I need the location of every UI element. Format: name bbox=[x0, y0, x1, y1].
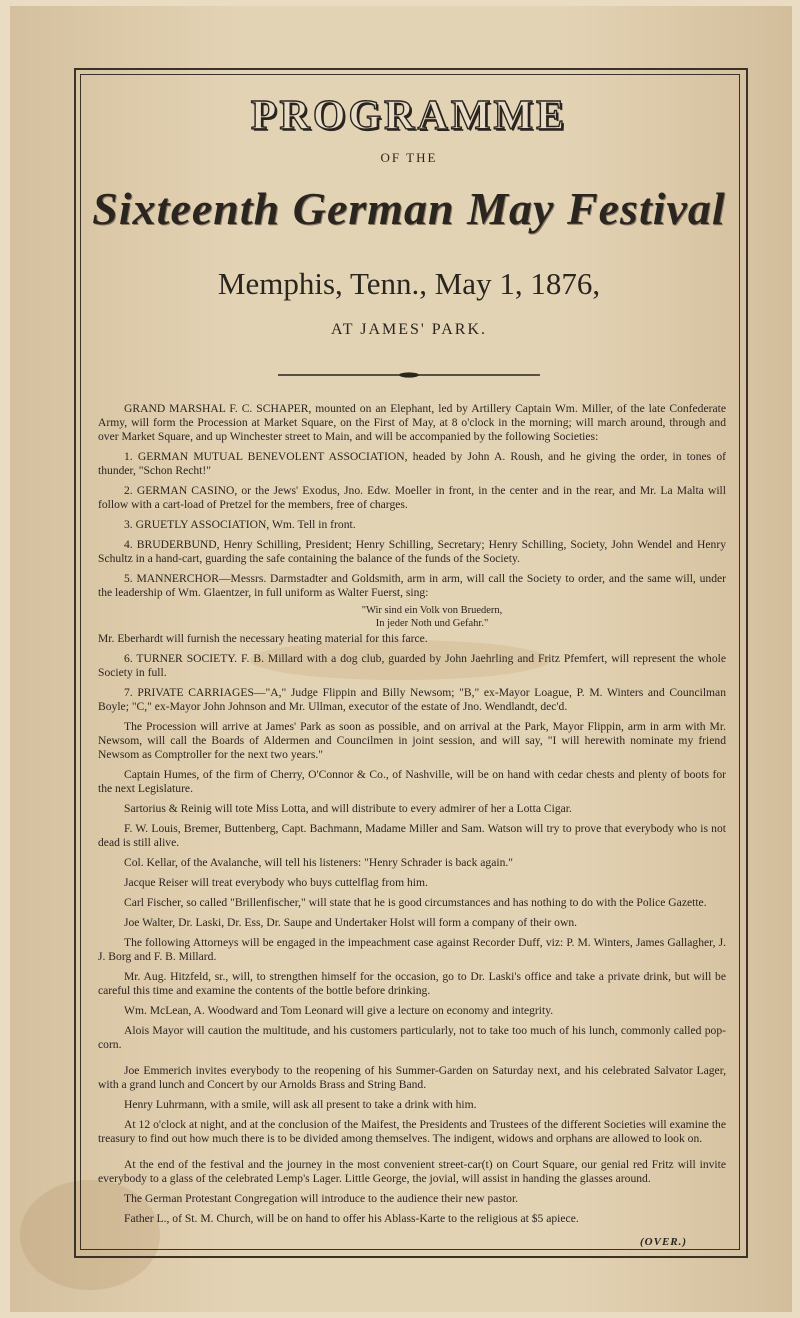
festival-title: Sixteenth German May Festival bbox=[92, 183, 726, 234]
paragraph-society-1: 1. GERMAN MUTUAL BENEVOLENT ASSOCIATION, headed by John A. Roush, and he giving the order, in tones of thunder, "Schon Recht!" bbox=[98, 450, 726, 477]
ornamental-rule bbox=[278, 371, 540, 379]
paragraph: Henry Luhrmann, with a smile, will ask all present to take a drink with him. bbox=[124, 1098, 477, 1111]
paragraph: The following Attorneys will be engaged in the impeachment case against Recorder Duff, viz: P. M. Winters, James Gallagher, J. J. Borg and F. B. Millard. bbox=[98, 936, 726, 963]
paragraph: Col. Kellar, of the Avalanche, will tell his listeners: "Henry Schrader is back again." bbox=[124, 856, 514, 869]
paragraph: Sartorius & Reinig will tote Miss Lotta, and will distribute to every admirer of her a Lotta Cigar. bbox=[124, 802, 572, 815]
paragraph: F. W. Louis, Bremer, Buttenberg, Capt. Bachmann, Madame Miller and Sam. Watson will try to prove that everybody who is not dead is still alive. bbox=[98, 822, 726, 849]
programme-body bbox=[98, 402, 726, 1232]
paragraph: The German Protestant Congregation will introduce to the audience their new pastor. bbox=[124, 1192, 519, 1205]
paragraph-carriages: 7. PRIVATE CARRIAGES—"A," Judge Flippin and Billy Newsom; "B," ex-Mayor Loague, P. M. Winters and Councilman Boyle; "C," ex-Mayor John Johnson and Mr. Ullman, executor of the estate of Jno. Wendlandt, dec'd. bbox=[98, 686, 726, 713]
paragraph: Father L., of St. M. Church, will be on hand to offer his Ablass-Karte to the religious at $5 apiece. bbox=[124, 1212, 579, 1225]
over-note: (OVER.) bbox=[640, 1236, 688, 1248]
paragraph-society-3: 3. GRUETLY ASSOCIATION, Wm. Tell in front. bbox=[124, 518, 356, 531]
paragraph: Mr. Eberhardt will furnish the necessary heating material for this farce. bbox=[98, 632, 428, 645]
verse-line: In jeder Noth und Gefahr." bbox=[375, 618, 489, 629]
paragraph: Joe Emmerich invites everybody to the reopening of his Summer-Garden on Saturday next, and his celebrated Salvator Lager, with a grand lunch and Concert by our Arnolds Brass and String Band. bbox=[98, 1064, 726, 1091]
paragraph: Joe Walter, Dr. Laski, Dr. Ess, Dr. Saupe and Undertaker Holst will form a company of their own. bbox=[124, 916, 578, 929]
paragraph: Mr. Aug. Hitzfeld, sr., will, to strengthen himself for the occasion, go to Dr. Laski's office and take a private drink, but will be careful this time and examine the contents of the bottle before drinking. bbox=[98, 970, 726, 997]
verse-line: "Wir sind ein Volk von Bruedern, bbox=[361, 605, 503, 616]
paragraph: At 12 o'clock at night, and at the conclusion of the Maifest, the Presidents and Trustees of the different Societies will examine the treasury to find out how much there is to be divided among themselves. The indigent, widows and orphans are allowed to look on. bbox=[98, 1118, 726, 1145]
place-date: Memphis, Tenn., May 1, 1876, bbox=[217, 266, 601, 301]
paragraph: At the end of the festival and the journey in the most convenient street-car(t) on Court Square, our genial red Fritz will invite everybody to a glass of the celebrated Lemp's Lager. Little George, the jovial, will assist in handing the glasses around. bbox=[98, 1158, 726, 1185]
paragraph: Captain Humes, of the firm of Cherry, O'Connor & Co., of Nashville, will be on hand with cedar chests and plenty of boots for the next Legislature. bbox=[98, 768, 726, 795]
paragraph-society-4: 4. BRUDERBUND, Henry Schilling, President; Henry Schilling, Secretary; Henry Schilling, Society, John Wendel and Henry Schultz in a hand-cart, guarding the safe containing the balance of the funds of the Society. bbox=[98, 538, 726, 565]
paragraph-society-2: 2. GERMAN CASINO, or the Jews' Exodus, Jno. Edw. Moeller in front, in the center and in the rear, and Mr. La Malta will follow with a cart-load of Pretzel for the members, free of charges. bbox=[98, 484, 726, 511]
paragraph: Alois Mayor will caution the multitude, and his customers particularly, not to take too much of his lunch, commonly called pop-corn. bbox=[98, 1024, 726, 1051]
paragraph: Jacque Reiser will treat everybody who buys cuttelflag from him. bbox=[124, 876, 428, 889]
location-line: AT JAMES' PARK. bbox=[330, 321, 488, 338]
of-the-line: OF THE bbox=[380, 150, 438, 165]
song-verse bbox=[138, 604, 726, 630]
paragraph-grand-marshal: GRAND MARSHAL F. C. SCHAPER, mounted on an Elephant, led by Artillery Captain Wm. Miller, of the late Confederate Army, will form the Procession at Market Square, on the First of May, at 8 o'clock in the morning; will march around, through and over Market Square, and up Winchester street to Main, and will be accompanied by the following Societies: bbox=[98, 402, 726, 443]
paragraph: The Procession will arrive at James' Park as soon as possible, and on arrival at the Park, Mayor Flippin, arm in arm with Mr. Newsom, will call the Boards of Aldermen and Councilmen in joint session, and will say, "I will herewith nominate my friend Newsom as Comptroller for the next two years." bbox=[98, 720, 726, 761]
programme-heading: PROGRAMME bbox=[250, 93, 568, 139]
paragraph-society-6: 6. TURNER SOCIETY. F. B. Millard with a dog club, guarded by John Jaehrling and Fritz Pfemfert, will represent the whole Society in full. bbox=[98, 652, 726, 679]
paragraph: Carl Fischer, so called "Brillenfischer," will state that he is good circumstances and has nothing to do with the Police Gazette. bbox=[124, 896, 707, 909]
paragraph: Wm. McLean, A. Woodward and Tom Leonard will give a lecture on economy and integrity. bbox=[124, 1004, 554, 1017]
paragraph-society-5: 5. MANNERCHOR—Messrs. Darmstadter and Goldsmith, arm in arm, will call the Society to order, and the same will, under the leadership of Wm. Glaentzer, in full uniform as Walter Fuerst, sing: bbox=[98, 572, 726, 599]
